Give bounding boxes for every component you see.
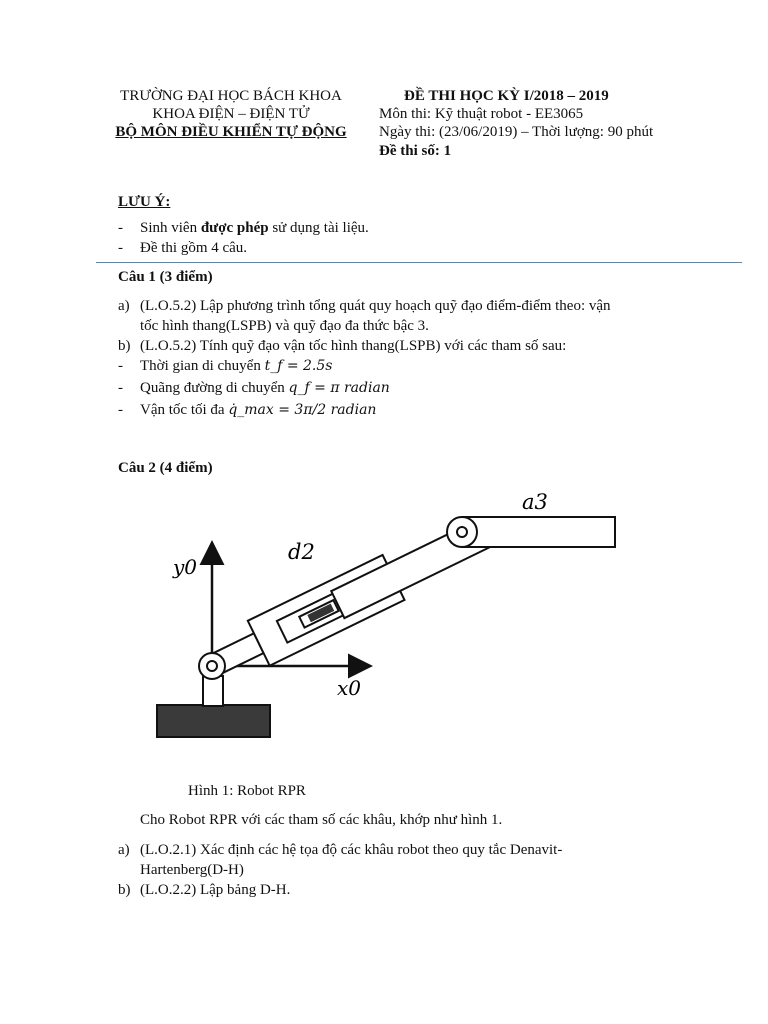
param-math: q_f = π radian — [288, 380, 390, 396]
exam-number: Đề thi số: 1 — [379, 143, 452, 159]
param-text: Quãng đường di chuyển — [140, 380, 289, 396]
q2-a-line1: (L.O.2.1) Xác định các hệ tọa độ các khâu robot theo quy tắc Denavit- — [140, 842, 563, 858]
bullet-dash: - — [118, 380, 123, 396]
note-bold: được phép — [200, 220, 269, 236]
param-math: q̇_max = 3π/2 radian — [228, 402, 377, 418]
q1-a-line1: (L.O.5.2) Lập phương trình tổng quát quy hoạch quỹ đạo điểm-điểm theo: vận — [140, 298, 611, 314]
link-a3 — [462, 517, 615, 547]
exam-title: ĐỀ THI HỌC KỲ I/2018 – 2019 — [404, 88, 609, 104]
param-math: t_f = 2.5s — [264, 358, 333, 374]
q1-b-label: b) — [118, 338, 131, 354]
note-text: Đề thi gồm 4 câu. — [140, 240, 248, 256]
label-a3: a3 — [522, 490, 548, 514]
q2-b-text: (L.O.2.2) Lập bảng D-H. — [140, 882, 291, 898]
date-line: Ngày thi: (23/06/2019) – Thời lượng: 90 phút — [379, 124, 654, 140]
bullet-dash: - — [118, 220, 123, 236]
q1-a-label: a) — [118, 298, 130, 314]
q1-b-text: (L.O.5.2) Tính quỹ đạo vận tốc hình thang(LSPB) với các tham số sau: — [140, 338, 567, 354]
q1-a-line2: tốc hình thang(LSPB) và quỹ đạo đa thức bậc 3. — [140, 318, 429, 334]
figure-caption: Hình 1: Robot RPR — [188, 783, 306, 799]
faculty-name: KHOA ĐIỆN – ĐIỆN TỬ — [152, 106, 310, 122]
q2-a-label: a) — [118, 842, 130, 858]
label-d2: d2 — [288, 540, 315, 564]
university-name: TRƯỜNG ĐẠI HỌC BÁCH KHOA — [120, 88, 342, 104]
q1-title: Câu 1 (3 điểm) — [118, 269, 213, 285]
base-pedestal — [203, 676, 223, 706]
department-name: BỘ MÔN ĐIỀU KHIỂN TỰ ĐỘNG — [115, 124, 347, 140]
q2-a-line2: Hartenberg(D-H) — [140, 862, 244, 878]
note-text: Sinh viên — [140, 220, 201, 236]
param-text: Vận tốc tối đa — [140, 402, 229, 418]
label-x0: x0 — [337, 676, 362, 700]
notes-title: LƯU Ý: — [118, 194, 171, 210]
bullet-dash: - — [118, 358, 123, 374]
bullet-dash: - — [118, 240, 123, 256]
note-text-suffix: sử dụng tài liệu. — [268, 220, 369, 236]
robot-base — [157, 705, 270, 737]
label-y0: y0 — [173, 555, 198, 579]
q2-title: Câu 2 (4 điểm) — [118, 460, 213, 476]
q2-b-label: b) — [118, 882, 131, 898]
subject-line: Môn thi: Kỹ thuật robot - EE3065 — [379, 106, 584, 122]
bullet-dash: - — [118, 402, 123, 418]
param-text: Thời gian di chuyển — [140, 358, 265, 374]
q2-intro: Cho Robot RPR với các tham số các khâu, khớp như hình 1. — [140, 812, 503, 828]
